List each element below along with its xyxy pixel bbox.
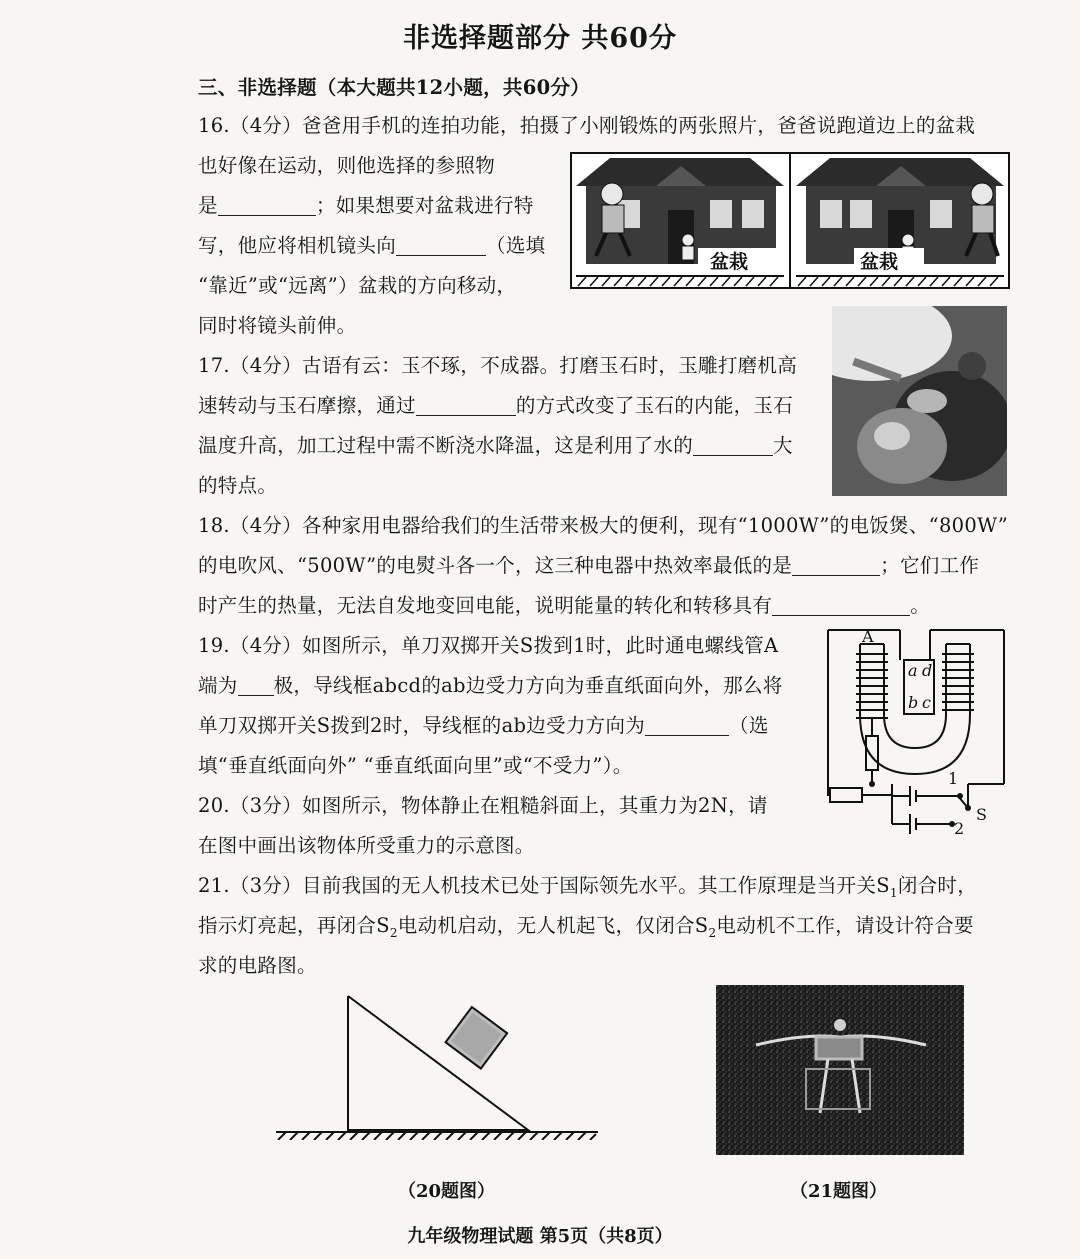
label-1: 1 (948, 769, 959, 788)
q16-blank-1[interactable] (218, 197, 316, 216)
label-A: A (862, 627, 874, 646)
q19-line-4: 填“垂直纸面向外” “垂直纸面向里”或“不受力”）。 (198, 754, 633, 777)
q21-text-a: 21.（3分）目前我国的无人机技术已处于国际领先水平。其工作原理是当开关S (198, 874, 890, 897)
q16-text-d: （选填 (486, 234, 546, 257)
q16-text-b: ；如果想要对盆栽进行特 (315, 194, 534, 217)
section-heading: 三、非选择题（本大题共12小题，共60分） (198, 76, 591, 99)
q20-line-2: 在图中画出该物体所受重力的示意图。 (198, 834, 535, 857)
q16-line-6: 同时将镜头前伸。 (198, 314, 357, 337)
q16-text-c: 写，他应将相机镜头向 (198, 234, 397, 257)
page-footer: 九年级物理试题 第5页（共8页） (407, 1226, 673, 1247)
q18-line-1: 18.（4分）各种家用电器给我们的生活带来极大的便利，现有“1000W”的电饭煲、“800W” (198, 514, 1009, 537)
q21-line-1 (198, 876, 977, 899)
label-d: d (922, 661, 933, 680)
label-2: 2 (954, 819, 965, 838)
q19-text-d: （选 (729, 714, 769, 737)
q17-text-a: 速转动与玉石摩擦，通过 (198, 394, 416, 417)
plant-label-1: 盆栽 (710, 251, 749, 273)
label-S: S (976, 805, 987, 824)
q17-blank-2[interactable] (693, 437, 773, 456)
q16-line-4 (198, 236, 545, 256)
label-b: b (908, 693, 919, 712)
q17-line-1: 17.（4分）古语有云：玉不琢，不成器。打磨玉石时，玉雕打磨机高 (198, 354, 798, 377)
q19-text-a: 端为 (198, 674, 238, 697)
q18-text-b: ；它们工作 (880, 554, 980, 577)
q18-text-c: 时产生的热量，无法自发地变回电能，说明能量的转化和转移具有 (198, 594, 773, 617)
q17-line-2 (198, 396, 793, 416)
q19-line-3 (198, 716, 769, 736)
q18-blank-1[interactable] (792, 557, 880, 576)
q19-line-2 (198, 676, 783, 696)
label-a: a (908, 661, 918, 680)
q17-jade-photo (832, 306, 1007, 496)
q16-line-1: 16.（4分）爸爸用手机的连拍功能，拍摄了小刚锻炼的两张照片，爸爸说跑道边上的盆栽 (198, 114, 976, 137)
q18-blank-2[interactable] (772, 597, 910, 616)
q18-line-2 (198, 556, 979, 576)
q19-text-b: 极，导线框abcd的ab边受力方向为垂直纸面向外，那么将 (273, 674, 783, 697)
q19-blank-1[interactable] (238, 677, 274, 696)
fig21-drone-photo (716, 985, 964, 1155)
q18-line-3 (198, 596, 930, 616)
q21-line-3: 求的电路图。 (198, 954, 317, 977)
q16-line-3 (198, 196, 534, 216)
q16-line-2: 也好像在运动，则他选择的参照物 (198, 154, 496, 177)
q17-line-4: 的特点。 (198, 474, 278, 497)
q21-text-d: 电动机启动，无人机起飞，仅闭合S (397, 914, 709, 937)
plant-label-2: 盆栽 (860, 251, 899, 273)
q19-circuit-figure (820, 624, 1010, 838)
q16-photos-figure (570, 152, 1010, 289)
q18-text-a: 的电吹风、“500W”的电熨斗各一个，这三种电器中热效率最低的是 (198, 554, 793, 577)
block-object (446, 1007, 508, 1069)
q21-line-2 (198, 916, 974, 939)
label-c: c (922, 693, 931, 712)
section-title: 非选择题部分 共60分 (403, 23, 677, 54)
q19-text-c: 单刀双掷开关S拨到2时，导线框的ab边受力方向为 (198, 714, 646, 737)
q16-text-a: 是 (198, 194, 218, 217)
q17-blank-1[interactable] (416, 397, 516, 416)
fig20-caption: （20题图） (398, 1181, 496, 1202)
q21-text-b: 闭合时， (897, 874, 978, 897)
q21-sub-3: 2 (708, 925, 717, 940)
q20-line-1: 20.（3分）如图所示，物体静止在粗糙斜面上，其重力为2N，请 (198, 794, 768, 817)
q21-sub-1: 1 (889, 885, 898, 900)
q17-line-3 (198, 436, 793, 456)
q21-text-c: 指示灯亮起，再闭合S (198, 914, 390, 937)
q16-line-5: “靠近”或“远离”）盆栽的方向移动， (198, 274, 517, 297)
q16-blank-2[interactable] (396, 237, 486, 256)
q21-text-e: 电动机不工作，请设计符合要 (716, 914, 974, 937)
q19-line-1: 19.（4分）如图所示，单刀双掷开关S拨到1时，此时通电螺线管A (198, 634, 779, 657)
q18-text-d: 。 (910, 594, 931, 617)
fig20-incline-diagram (272, 990, 602, 1140)
q19-blank-2[interactable] (645, 717, 729, 736)
fig21-caption: （21题图） (790, 1181, 888, 1202)
q17-text-b: 的方式改变了玉石的内能，玉石 (515, 394, 794, 417)
q17-text-c: 温度升高，加工过程中需不断浇水降温，这是利用了水的 (198, 434, 694, 457)
q21-sub-2: 2 (389, 925, 398, 940)
q17-text-d: 大 (773, 434, 793, 457)
